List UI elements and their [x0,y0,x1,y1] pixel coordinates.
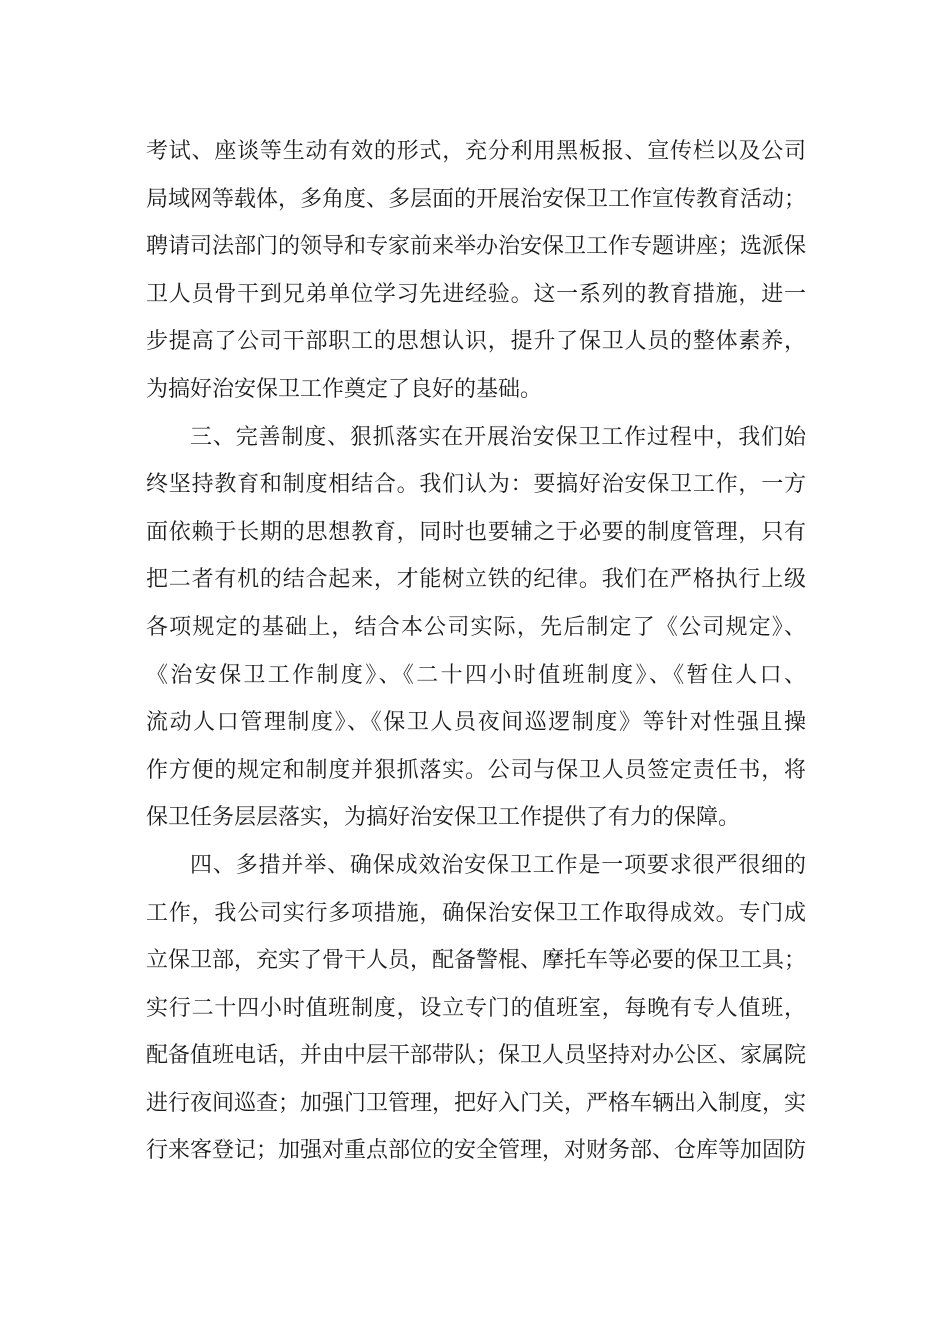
text-line: 面依赖于长期的思想教育，同时也要辅之于必要的制度管理，只有 [146,519,806,545]
text-line: 聘请司法部门的领导和专家前来举办治安保卫工作专题讲座；选派保 [146,234,807,260]
text-line: 各项规定的基础上，结合本公司实际，先后制定了《公司规定》、 [146,614,806,640]
text-line: 配备值班电话，并由中层干部带队；保卫人员坚持对办公区、家属院 [146,1043,807,1069]
section-heading-line: 三、完善制度、狠抓落实在开展治安保卫工作过程中，我们始 [190,424,806,450]
text-line: 行来客登记；加强对重点部位的安全管理，对财务部、仓库等加固防 [146,1138,807,1164]
text-line: 把二者有机的结合起来，才能树立铁的纪律。我们在严格执行上级 [146,567,806,593]
text-line: 卫人员骨干到兄弟单位学习先进经验。这一系列的教育措施，进一 [146,281,806,307]
text-line: 进行夜间巡查；加强门卫管理，把好入门关，严格车辆出入制度，实 [146,1090,807,1116]
text-line: 《治安保卫工作制度》、《二十四小时值班制度》、《暂住人口、 [146,662,806,688]
text-line: 考试、座谈等生动有效的形式，充分利用黑板报、宣传栏以及公司 [146,139,806,164]
section-heading-line: 四、多措并举、确保成效治安保卫工作是一项要求很严很细的 [190,852,806,878]
text-line: 步提高了公司干部职工的思想认识，提升了保卫人员的整体素养， [146,329,806,355]
text-line: 作方便的规定和制度并狠抓落实。公司与保卫人员签定责任书，将 [146,757,806,783]
text-line: 为搞好治安保卫工作奠定了良好的基础。 [146,376,543,402]
text-line: 立保卫部，充实了骨干人员，配备警棍、摩托车等必要的保卫工具； [146,948,807,974]
text-line: 终坚持教育和制度相结合。我们认为：要搞好治安保卫工作，一方 [146,472,806,498]
text-line: 保卫任务层层落实，为搞好治安保卫工作提供了有力的保障。 [146,805,741,831]
text-line: 流动人口管理制度》、《保卫人员夜间巡逻制度》等针对性强且操 [146,710,806,736]
body-text [146,128,806,1175]
text-line: 实行二十四小时值班制度，设立专门的值班室，每晚有专人值班， [146,995,806,1021]
text-line: 局域网等载体，多角度、多层面的开展治安保卫工作宣传教育活动； [146,186,807,212]
text-line: 工作，我公司实行多项措施，确保治安保卫工作取得成效。专门成 [146,900,806,926]
